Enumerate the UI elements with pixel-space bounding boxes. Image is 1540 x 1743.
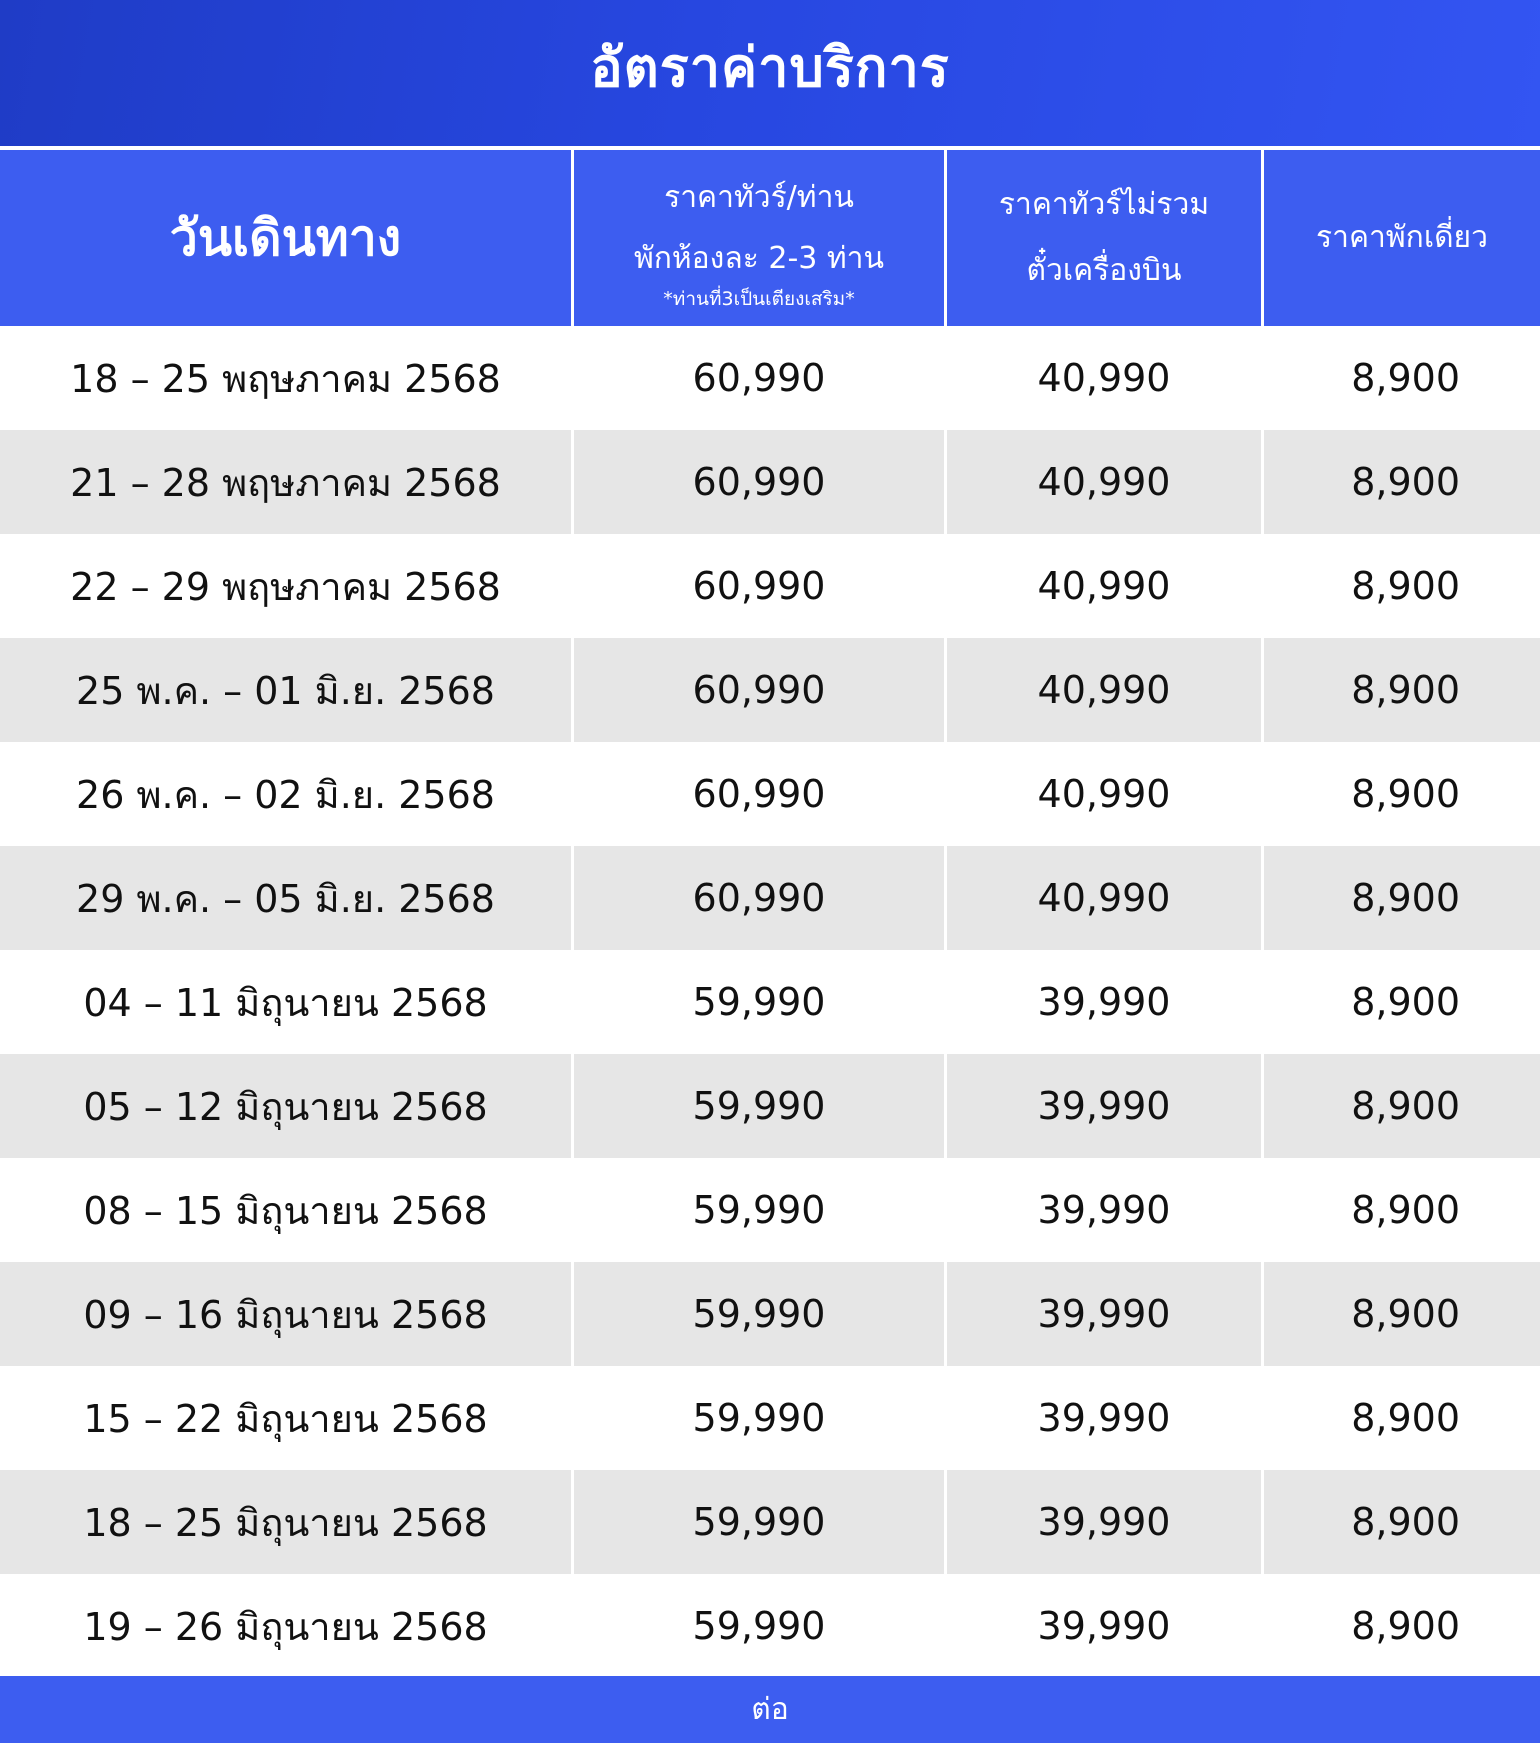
cell-single-supplement: 8,900 [1351,356,1460,400]
cell-single-supplement: 8,900 [1351,980,1460,1024]
header-price-twin [574,150,947,326]
cell-single-supplement: 8,900 [1351,1604,1460,1648]
cell-date: 04 – 11 มิถุนายน 2568 [0,950,574,1054]
cell-price-no-ticket: 39,990 [947,1158,1264,1262]
cell-price-no-ticket: 39,990 [947,950,1264,1054]
header-price-twin-line1: ราคาทัวร์/ท่าน [664,180,854,215]
cell-single-supplement: 8,900 [1264,430,1540,534]
header-price-twin-note: *ท่านที่3เป็นเตียงเสริม* [663,288,855,310]
title-bar [0,0,1540,150]
cell-date: 29 พ.ค. – 05 มิ.ย. 2568 [0,846,574,950]
cell-date: 05 – 12 มิถุนายน 2568 [0,1054,574,1158]
cell-date: 26 พ.ค. – 02 มิ.ย. 2568 [0,742,574,846]
cell-price-twin: 60,990 [574,326,947,430]
cell-single-supplement: 8,900 [1264,846,1540,950]
header-price-no-ticket-line2: ตั๋วเครื่องบิน [1026,253,1182,288]
header-date [0,150,574,326]
cell-single-supplement: 8,900 [1351,772,1460,816]
table-header-row [0,150,1540,326]
header-single-supplement [1264,150,1540,326]
table-row [0,950,1540,1054]
footer-continue-label: ต่อ [751,1692,789,1727]
table-row [0,638,1540,742]
header-price-no-ticket-line1: ราคาทัวร์ไม่รวม [998,187,1210,222]
cell-price-twin: 59,990 [574,1158,947,1262]
cell-price-twin: 59,990 [574,1262,947,1366]
cell-single-supplement: 8,900 [1264,638,1540,742]
cell-date: 21 – 28 พฤษภาคม 2568 [0,430,574,534]
cell-single-supplement: 8,900 [1351,1396,1460,1440]
cell-date: 22 – 29 พฤษภาคม 2568 [0,534,574,638]
cell-price-no-ticket: 39,990 [947,1262,1264,1366]
cell-price-no-ticket: 40,990 [947,326,1264,430]
cell-price-twin: 59,990 [574,950,947,1054]
cell-price-twin: 60,990 [574,638,947,742]
cell-price-no-ticket: 40,990 [947,846,1264,950]
header-date-label: วันเดินทาง [169,208,402,267]
cell-price-twin: 59,990 [574,1054,947,1158]
cell-date: 08 – 15 มิถุนายน 2568 [0,1158,574,1262]
table-body [0,326,1540,1678]
table-row [0,1366,1540,1470]
cell-single-supplement: 8,900 [1264,1054,1540,1158]
cell-date: 25 พ.ค. – 01 มิ.ย. 2568 [0,638,574,742]
table-row [0,1470,1540,1574]
cell-price-twin: 60,990 [574,534,947,638]
cell-single-supplement: 8,900 [1264,1262,1540,1366]
cell-price-twin: 60,990 [574,846,947,950]
table-row [0,1054,1540,1158]
cell-date: 18 – 25 มิถุนายน 2568 [0,1470,574,1574]
cell-price-no-ticket: 40,990 [947,638,1264,742]
cell-date: 18 – 25 พฤษภาคม 2568 [0,326,574,430]
cell-price-twin: 60,990 [574,742,947,846]
cell-single-supplement: 8,900 [1351,564,1460,608]
table-row [0,430,1540,534]
page-title: อัตราค่าบริการ [590,36,950,99]
cell-single-supplement: 8,900 [1351,1188,1460,1232]
cell-price-no-ticket: 40,990 [947,430,1264,534]
cell-price-twin: 59,990 [574,1366,947,1470]
cell-price-no-ticket: 39,990 [947,1054,1264,1158]
cell-date: 15 – 22 มิถุนายน 2568 [0,1366,574,1470]
table-row [0,1262,1540,1366]
table-row [0,1574,1540,1678]
table-row [0,326,1540,430]
cell-price-twin: 60,990 [574,430,947,534]
cell-price-twin: 59,990 [574,1574,947,1678]
cell-price-no-ticket: 40,990 [947,742,1264,846]
cell-date: 19 – 26 มิถุนายน 2568 [0,1574,574,1678]
cell-price-no-ticket: 40,990 [947,534,1264,638]
cell-single-supplement: 8,900 [1264,1470,1540,1574]
cell-price-no-ticket: 39,990 [947,1366,1264,1470]
footer-bar [0,1676,1540,1743]
table-row [0,1158,1540,1262]
cell-price-no-ticket: 39,990 [947,1574,1264,1678]
table-row [0,846,1540,950]
cell-date: 09 – 16 มิถุนายน 2568 [0,1262,574,1366]
header-price-twin-line2: พักห้องละ 2-3 ท่าน [633,241,885,276]
cell-price-no-ticket: 39,990 [947,1470,1264,1574]
header-single-supplement-label: ราคาพักเดี่ยว [1316,220,1488,255]
header-price-no-ticket [947,150,1264,326]
table-row [0,534,1540,638]
table-row [0,742,1540,846]
cell-price-twin: 59,990 [574,1470,947,1574]
